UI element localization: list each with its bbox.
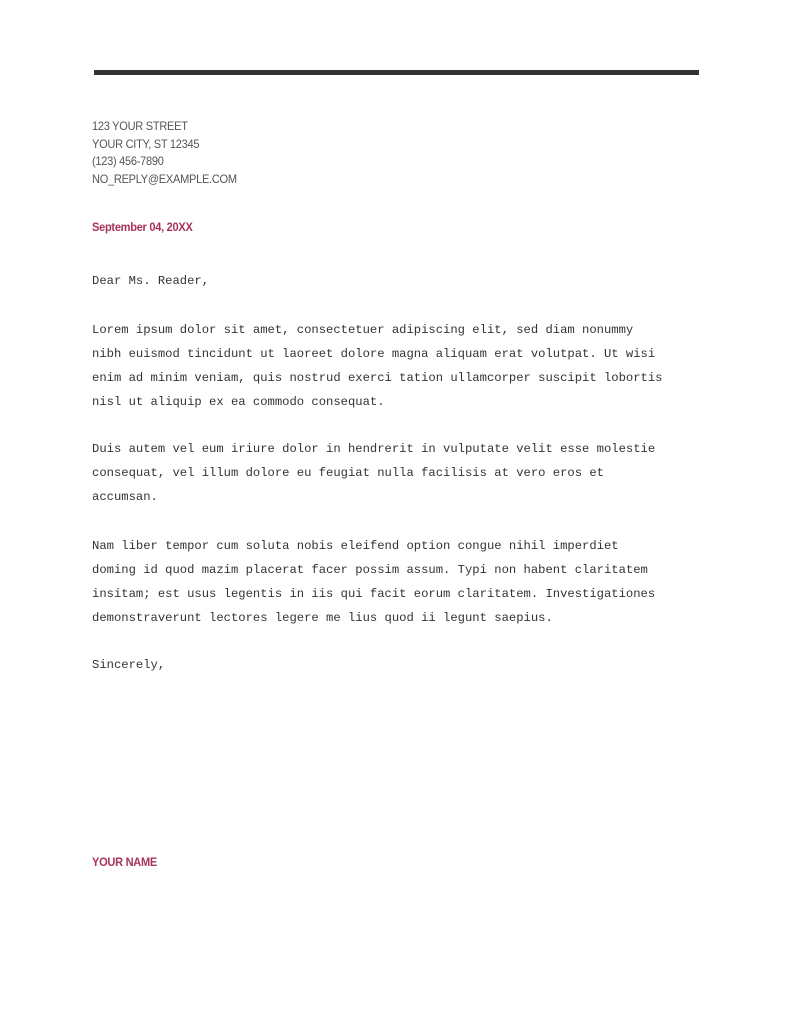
body-paragraph-1: Lorem ipsum dolor sit amet, consectetuer adipiscing elit, sed diam nonummy nibh euismod tincidunt ut laoreet dolore magna aliquam erat volutpat. Ut wisi enim ad minim veniam, quis nostrud exerci tation ullamcorper suscipit lobortis nisl ut aliquip ex ea commodo consequat.: [92, 323, 663, 409]
body-paragraph-2: Duis autem vel eum iriure dolor in hendrerit in vulputate velit esse molestie consequat, vel illum dolore eu feugiat nulla facilisis at vero eros et accumsan.: [92, 442, 656, 504]
signature-name: YOUR NAME: [92, 855, 157, 869]
sender-email: NO_REPLY@EXAMPLE.COM: [92, 171, 237, 186]
closing: Sincerely,: [92, 658, 166, 672]
sender-address-block: [92, 118, 237, 188]
letter-date: September 04, 20XX: [92, 220, 193, 234]
sender-street: 123 YOUR STREET: [92, 119, 188, 133]
sender-city: YOUR CITY, ST 12345: [92, 136, 200, 151]
top-rule: [94, 70, 699, 75]
salutation: Dear Ms. Reader,: [92, 274, 210, 288]
sender-phone: (123) 456-7890: [92, 154, 164, 168]
body-paragraph-3: Nam liber tempor cum soluta nobis eleifend option congue nihil imperdiet doming id quod mazim placerat facer possim assum. Typi non habent claritatem insitam; est usus legentis in iis qui facit eorum claritatem. Investigationes demonstraverunt lectores legere me lius quod ii legunt saepius.: [92, 539, 656, 625]
